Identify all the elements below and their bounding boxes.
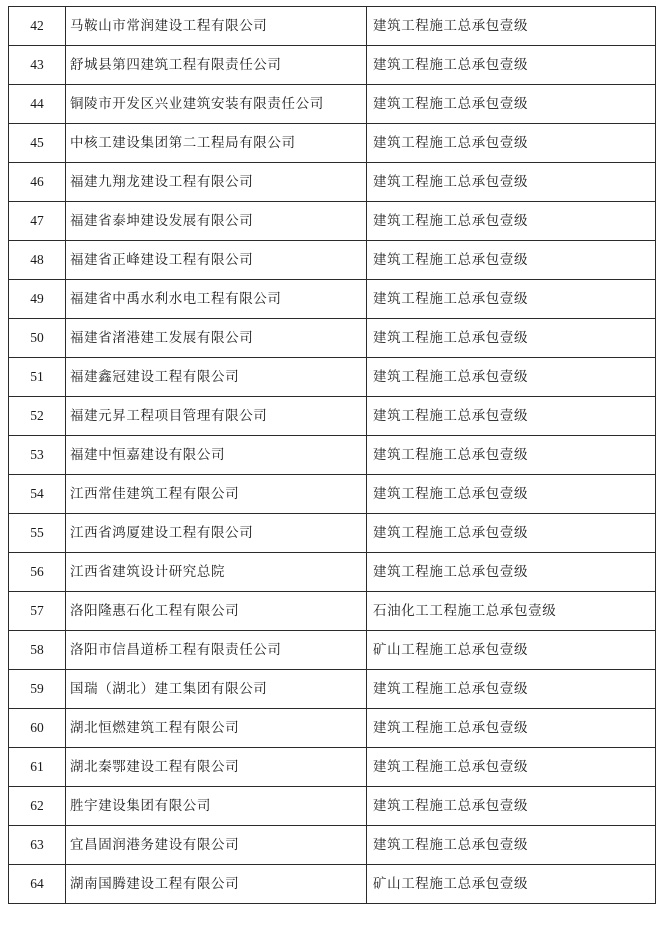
- qualification: 建筑工程施工总承包壹级: [367, 553, 656, 592]
- company-name: 中核工建设集团第二工程局有限公司: [66, 124, 367, 163]
- company-name: 江西常佳建筑工程有限公司: [66, 475, 367, 514]
- qualification: 建筑工程施工总承包壹级: [367, 319, 656, 358]
- qualification: 建筑工程施工总承包壹级: [367, 163, 656, 202]
- qualification: 建筑工程施工总承包壹级: [367, 202, 656, 241]
- table-row: [9, 202, 656, 241]
- row-number: 62: [9, 787, 66, 826]
- company-name: 福建省渚港建工发展有限公司: [66, 319, 367, 358]
- row-number: 44: [9, 85, 66, 124]
- company-name: 铜陵市开发区兴业建筑安装有限责任公司: [66, 85, 367, 124]
- company-name: 宜昌固润港务建设有限公司: [66, 826, 367, 865]
- table-row: [9, 631, 656, 670]
- qualification: 建筑工程施工总承包壹级: [367, 124, 656, 163]
- company-name: 江西省建筑设计研究总院: [66, 553, 367, 592]
- qualification: 建筑工程施工总承包壹级: [367, 748, 656, 787]
- table-row: [9, 787, 656, 826]
- qualification: 石油化工工程施工总承包壹级: [367, 592, 656, 631]
- qualification: 建筑工程施工总承包壹级: [367, 241, 656, 280]
- qualification: 建筑工程施工总承包壹级: [367, 670, 656, 709]
- company-name: 胜宇建设集团有限公司: [66, 787, 367, 826]
- qualification: 建筑工程施工总承包壹级: [367, 787, 656, 826]
- row-number: 54: [9, 475, 66, 514]
- table-row: [9, 397, 656, 436]
- company-name: 湖北秦鄂建设工程有限公司: [66, 748, 367, 787]
- table-row: [9, 748, 656, 787]
- table-row: [9, 865, 656, 904]
- qualification: 建筑工程施工总承包壹级: [367, 280, 656, 319]
- qualification: 建筑工程施工总承包壹级: [367, 436, 656, 475]
- row-number: 63: [9, 826, 66, 865]
- company-name: 马鞍山市常润建设工程有限公司: [66, 7, 367, 46]
- row-number: 51: [9, 358, 66, 397]
- qualification: 建筑工程施工总承包壹级: [367, 826, 656, 865]
- table-row: [9, 124, 656, 163]
- row-number: 42: [9, 7, 66, 46]
- row-number: 45: [9, 124, 66, 163]
- company-name: 福建九翔龙建设工程有限公司: [66, 163, 367, 202]
- qualification: 矿山工程施工总承包壹级: [367, 865, 656, 904]
- table-row: [9, 85, 656, 124]
- company-name: 江西省鸿厦建设工程有限公司: [66, 514, 367, 553]
- qualification: 建筑工程施工总承包壹级: [367, 397, 656, 436]
- row-number: 59: [9, 670, 66, 709]
- row-number: 49: [9, 280, 66, 319]
- company-name: 洛阳市信昌道桥工程有限责任公司: [66, 631, 367, 670]
- table-row: [9, 163, 656, 202]
- company-name: 福建鑫冠建设工程有限公司: [66, 358, 367, 397]
- table-row: [9, 7, 656, 46]
- row-number: 55: [9, 514, 66, 553]
- row-number: 57: [9, 592, 66, 631]
- row-number: 64: [9, 865, 66, 904]
- company-name: 舒城县第四建筑工程有限责任公司: [66, 46, 367, 85]
- table-row: [9, 46, 656, 85]
- company-name: 洛阳隆惠石化工程有限公司: [66, 592, 367, 631]
- company-qualification-table: [8, 6, 656, 904]
- company-name: 福建中恒嘉建设有限公司: [66, 436, 367, 475]
- row-number: 52: [9, 397, 66, 436]
- table-row: [9, 826, 656, 865]
- table-row: [9, 475, 656, 514]
- row-number: 48: [9, 241, 66, 280]
- row-number: 56: [9, 553, 66, 592]
- table-row: [9, 436, 656, 475]
- row-number: 46: [9, 163, 66, 202]
- row-number: 53: [9, 436, 66, 475]
- table-row: [9, 709, 656, 748]
- company-name: 国瑞（湖北）建工集团有限公司: [66, 670, 367, 709]
- table-body: [9, 7, 656, 904]
- table-row: [9, 514, 656, 553]
- qualification: 建筑工程施工总承包壹级: [367, 7, 656, 46]
- table-row: [9, 358, 656, 397]
- company-name: 湖南国腾建设工程有限公司: [66, 865, 367, 904]
- qualification: 建筑工程施工总承包壹级: [367, 514, 656, 553]
- row-number: 61: [9, 748, 66, 787]
- table-row: [9, 670, 656, 709]
- company-name: 福建省中禹水利水电工程有限公司: [66, 280, 367, 319]
- table-row: [9, 592, 656, 631]
- table-row: [9, 319, 656, 358]
- company-name: 福建元昇工程项目管理有限公司: [66, 397, 367, 436]
- qualification: 建筑工程施工总承包壹级: [367, 358, 656, 397]
- company-name: 福建省正峰建设工程有限公司: [66, 241, 367, 280]
- qualification: 矿山工程施工总承包壹级: [367, 631, 656, 670]
- qualification: 建筑工程施工总承包壹级: [367, 475, 656, 514]
- table-row: [9, 280, 656, 319]
- company-name: 湖北恒燃建筑工程有限公司: [66, 709, 367, 748]
- row-number: 60: [9, 709, 66, 748]
- qualification: 建筑工程施工总承包壹级: [367, 85, 656, 124]
- table-row: [9, 241, 656, 280]
- row-number: 58: [9, 631, 66, 670]
- qualification: 建筑工程施工总承包壹级: [367, 46, 656, 85]
- qualification: 建筑工程施工总承包壹级: [367, 709, 656, 748]
- table-row: [9, 553, 656, 592]
- row-number: 50: [9, 319, 66, 358]
- company-name: 福建省泰坤建设发展有限公司: [66, 202, 367, 241]
- row-number: 43: [9, 46, 66, 85]
- row-number: 47: [9, 202, 66, 241]
